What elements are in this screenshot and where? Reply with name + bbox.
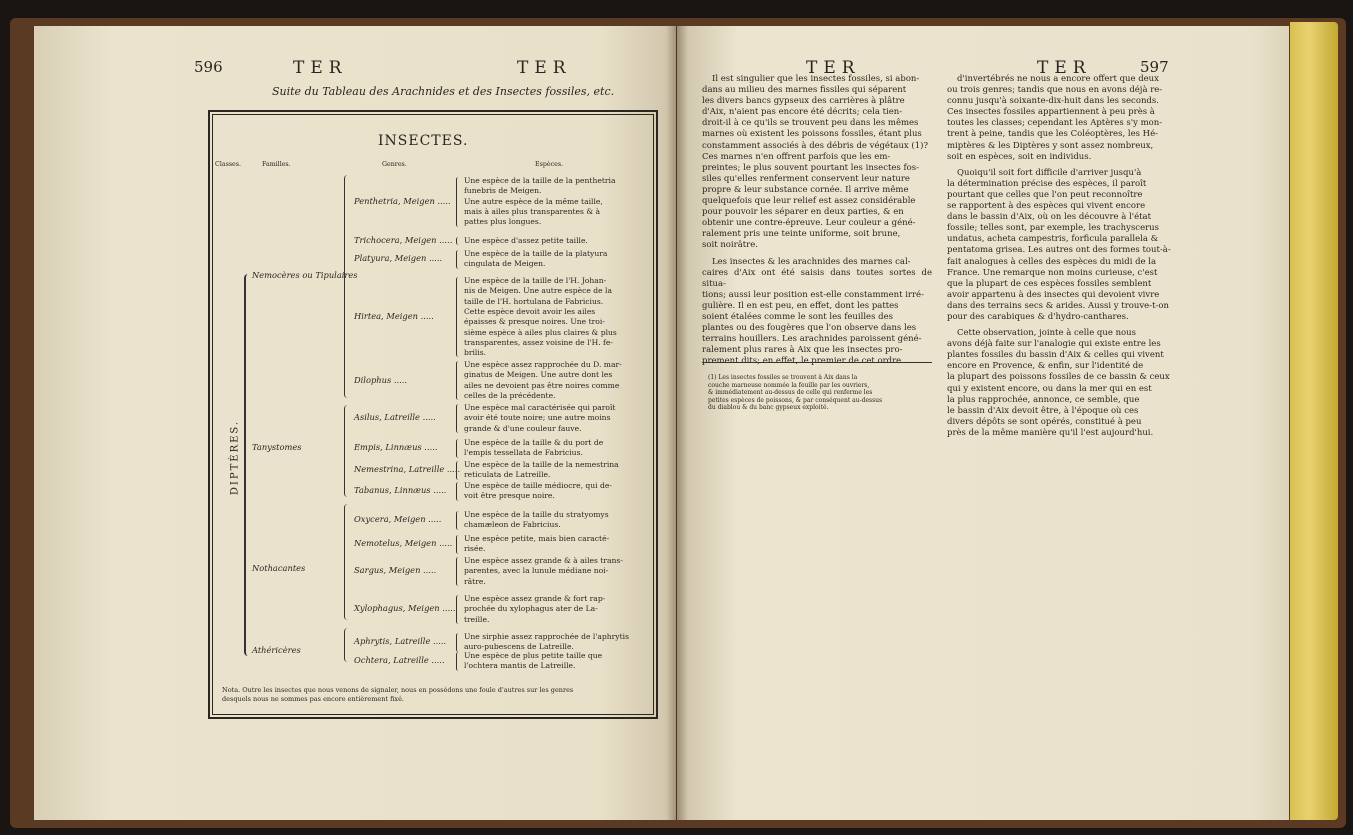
species-brace — [456, 652, 461, 671]
species-brace — [456, 404, 461, 433]
brace-nemoceres — [344, 175, 351, 398]
text-line: fait analogues à celles des espèces du midi de la — [947, 256, 1157, 267]
genus-name: Penthetria, Meigen ..... — [354, 195, 451, 206]
brace-athericeres — [344, 628, 351, 662]
genus-name: Trichocera, Meigen ..... — [354, 235, 453, 246]
gilt-page-edges — [1290, 22, 1338, 820]
text-line: d'invertébrés ne nous a encore offert que deux — [957, 74, 1159, 84]
text-line: dans des terrains secs & arides. Aussi y trouve-t-on — [947, 300, 1169, 311]
text-line: pourtant que celles que l'on peut reconnoître — [947, 189, 1143, 200]
right-page-number: 597 — [1140, 58, 1169, 76]
species-line: mais à ailes plus transparentes & à — [464, 206, 601, 216]
genus-name: Ochtera, Latreille ..... — [354, 655, 445, 666]
species-line: prochée du xylophagus ater de La- — [464, 604, 598, 614]
species-line: Une espèce d'assez petite taille. — [464, 236, 588, 245]
text-line: pentatoma grisea. Les autres ont des formes tout-à- — [947, 245, 1171, 256]
species-brace — [456, 277, 461, 357]
text-line: Il est singulier que les insectes fossiles, si abon- — [712, 74, 920, 84]
text-column-2 — [947, 74, 1175, 439]
genus-name: Asilus, Latreille ..... — [354, 412, 436, 423]
genus-name: Platyura, Meigen ..... — [354, 253, 443, 264]
text-line: ralement pris une teinte uniforme, soit brune, — [702, 229, 901, 240]
species-brace — [456, 511, 461, 530]
species-brace — [456, 557, 461, 586]
text-line: qui y existent encore, ou dans la mer qui en est — [947, 383, 1152, 394]
species-brace — [456, 250, 461, 269]
footnote-line: (1) Les insectes fossiles se trouvent à Aix dans la — [708, 374, 858, 381]
text-line: propre & leur substance cornée. Il arrive même — [702, 184, 909, 195]
text-line: caires d'Aix ont été saisis dans toutes sortes de situa- — [702, 267, 932, 289]
species-line: Une autre espèce de la même taille, — [464, 196, 603, 206]
left-page-number: 596 — [194, 58, 223, 76]
species-line: sième espèce à ailes plus claires & plus — [464, 327, 617, 337]
text-line: obtenir une contre-épreuve. Leur couleur a géné- — [702, 218, 916, 229]
class-brace — [244, 274, 252, 656]
text-line: terrains houillers. Les arachnides paroissent géné- — [702, 334, 922, 345]
species-brace — [456, 361, 461, 400]
species-line: Une espèce mal caractérisée qui paroît — [464, 403, 616, 412]
genus-name: Aphrytis, Latreille ..... — [354, 636, 447, 647]
genus-name: Xylophagus, Meigen ..... — [354, 603, 456, 614]
text-line: Ces insectes fossiles appartiennent à peu près à — [947, 107, 1155, 118]
brace-tanystomes — [344, 405, 351, 497]
family-tanystomes: Tanystomes — [252, 442, 302, 452]
text-line: la plupart des poissons fossiles de ce bassin & ceux — [947, 372, 1170, 383]
species-brace — [456, 482, 461, 501]
family-nothacantes: Nothacantes — [252, 563, 306, 573]
text-line: tions; aussi leur position est-elle constamment irré- — [702, 289, 924, 300]
text-line: trent à peine, tandis que les Coléoptères, les Hé- — [947, 129, 1158, 140]
text-line: quelquefois que leur relief est assez considérable — [702, 196, 916, 207]
species-line: cingulata de Meigen. — [464, 259, 546, 269]
text-line: Ces marnes n'en offrent parfois que les em- — [702, 151, 891, 162]
species-line: taille de l'H. hortulana de Fabricius. — [464, 296, 604, 306]
brace-nothacantes — [344, 504, 351, 620]
genus-name: Sargus, Meigen ..... — [354, 565, 437, 576]
table-title: INSECTES. — [378, 133, 469, 149]
text-line: droit-il à ce qu'ils se trouvent peu dans les mêmes — [702, 118, 919, 129]
text-line: que la plupart de ces espèces fossiles semblent — [947, 278, 1152, 289]
species-line: voit être presque noire. — [464, 491, 555, 501]
genus-name: Empis, Linnæus ..... — [354, 442, 438, 453]
book-gutter — [666, 26, 688, 820]
text-line: d'Aix, n'aient pas encore été décrits; cela tien- — [702, 107, 903, 118]
species-line: avoir été toute noire; une autre moins — [464, 413, 611, 423]
species-line: grande & d'une couleur fauve. — [464, 423, 582, 433]
species-line: auro-pubescens de Latreille. — [464, 642, 574, 652]
species-brace — [456, 595, 461, 624]
species-line: reticulata de Latreille. — [464, 470, 551, 480]
family-athericeres: Athéricères — [252, 645, 301, 655]
species-line: nis de Meigen. Une autre espèce de la — [464, 286, 613, 296]
text-line: les divers bancs gypseux des carrières à plâtre — [702, 96, 905, 107]
species-line: Une sirphie assez rapprochée de l'aphrytis — [464, 632, 629, 641]
left-running-head-1: TER — [293, 58, 348, 78]
text-line: ralement plus rares à Aix que les insectes pro- — [702, 345, 903, 356]
text-line: encore en Provence, & enfin, sur l'identité de — [947, 361, 1144, 372]
text-line: toutes les classes; cependant les Aptères s'y mon- — [947, 118, 1163, 129]
text-line: siles qu'elles renferment conservent leur nature — [702, 173, 910, 184]
genus-name: Hirtea, Meigen ..... — [354, 311, 434, 322]
footnote — [708, 374, 930, 412]
species-line: l'ochtera mantis de Latreille. — [464, 661, 576, 671]
text-line: Cette observation, jointe à celle que nous — [957, 328, 1137, 339]
text-line: fossile; telles sont, par exemple, les trachyscerus — [947, 223, 1160, 234]
species-brace — [456, 461, 461, 480]
text-line: soit noirâtre. — [702, 240, 758, 251]
species-brace — [456, 633, 461, 652]
genus-name: Dilophus ..... — [354, 374, 408, 385]
right-running-head-1: TER — [806, 58, 861, 78]
col-header-classes: Classes. — [215, 161, 242, 168]
species-line: Une espèce de la taille & du port de — [464, 438, 604, 447]
genus-name: Oxycera, Meigen ..... — [354, 514, 442, 525]
text-line: miptères & les Diptères y sont assez nombreux, — [947, 140, 1154, 151]
species-line: risée. — [464, 544, 486, 554]
species-line: pattes plus longues. — [464, 217, 542, 227]
footnote-line: & immédiatement au-dessus de celle qui renferme les — [708, 389, 873, 397]
text-line: soient étalées comme le sont les feuilles des — [702, 311, 893, 322]
text-line: avoir appartenu à des insectes qui devoient vivre — [947, 289, 1160, 300]
genus-name: Tabanus, Linnæus ..... — [354, 485, 447, 496]
text-line: soit en espèces, soit en individus. — [947, 151, 1092, 162]
species-line: Une espèce petite, mais bien caracté- — [464, 534, 610, 543]
species-line: Une espèce assez grande & fort rap- — [464, 594, 606, 603]
footnote-line: couche marneuse nommée la feuille par les ouvriers, — [708, 381, 870, 389]
species-line: l'empis tessellata de Fabricius. — [464, 448, 583, 458]
text-line: la détermination précise des espèces, il paroît — [947, 178, 1147, 189]
species-line: épaisses & presque noires. Une troi- — [464, 317, 605, 327]
col-header-genres: Genres. — [382, 161, 407, 168]
footnote-rule — [702, 362, 932, 363]
species-line: Cette espèce devoit avoir les ailes — [464, 306, 596, 316]
species-line: Une espèce de la taille de l'H. Johan- — [464, 276, 607, 285]
right-running-head-2: TER — [1037, 58, 1092, 78]
text-line: plantes ou des fougères que l'on observe dans les — [702, 323, 917, 334]
species-line: funebris de Meigen. — [464, 186, 542, 196]
text-line: Les insectes & les arachnides des marnes cal- — [712, 256, 911, 267]
text-line: plantes fossiles du bassin d'Aix & celles qui vivent — [947, 350, 1164, 361]
text-line: divers dépôts se sont opérés, constitué à peu — [947, 416, 1142, 427]
text-line: se rapportent à des espèces qui vivent encore — [947, 201, 1146, 212]
species-line: Une espèce de plus petite taille que — [464, 651, 603, 660]
footnote-line: du diablou & du banc gypseux exploité. — [708, 404, 829, 412]
species-brace — [456, 439, 461, 458]
genus-name: Nemotelus, Meigen ..... — [354, 538, 453, 549]
text-line: constamment associés à des débris de végétaux (1)? — [702, 140, 929, 151]
text-line: pour des carabiques & d'hydro-canthares. — [947, 311, 1129, 322]
species-line: transparentes, assez voisine de l'H. fe- — [464, 337, 613, 347]
species-line: Une espèce de la taille de la penthetria — [464, 176, 616, 185]
left-running-head-2: TER — [517, 58, 572, 78]
species-line: Une espèce de taille médiocre, qui de- — [464, 481, 612, 490]
species-line: Une espèce de la taille du stratyomys — [464, 510, 609, 519]
species-brace — [456, 535, 461, 554]
species-line: ailes ne devoient pas être noires comme — [464, 380, 620, 390]
species-brace — [456, 237, 461, 245]
species-line: brilis. — [464, 348, 487, 358]
table-subtitle: Suite du Tableau des Arachnides et des Insectes fossiles, etc. — [272, 85, 615, 98]
text-line: connu jusqu'à soixante-dix-huit dans les seconds. — [947, 96, 1159, 107]
text-line: dans au milieu des marnes fissiles qui séparent — [702, 85, 907, 96]
text-line: le bassin d'Aix devoit être, à l'époque où ces — [947, 405, 1139, 416]
species-line: ginatus de Meigen. Une autre dont les — [464, 370, 613, 380]
species-line: Une espèce de la taille de la nemestrina — [464, 460, 619, 469]
nota-line-1: Nota. Outre les insectes que nous venons de signaler, nous en possédons une foule d'autres sur les genres — [222, 686, 574, 694]
species-line: parentes, avec la lunule médiane noi- — [464, 566, 609, 576]
text-line: ou trois genres; tandis que nous en avons déjà re- — [947, 85, 1163, 96]
species-line: celles de la précédente. — [464, 390, 556, 400]
text-column-1 — [702, 74, 932, 367]
species-line: Une espèce assez rapprochée du D. mar- — [464, 360, 622, 369]
col-header-especes: Espèces. — [535, 161, 564, 168]
text-line: la plus rapprochée, annonce, ce semble, que — [947, 394, 1140, 405]
text-line: marnes où existent les poissons fossiles, étant plus — [702, 129, 922, 140]
text-line: près de la même manière qu'il l'est aujourd'hui. — [947, 427, 1154, 438]
footnote-line: petites espèces de poissons, & par conséquent au-dessus — [708, 396, 883, 404]
family-nemoceres: Nemocères ou Tipulaires — [252, 270, 358, 280]
text-line: gulière. Il en est peu, en effet, dont les pattes — [702, 300, 899, 311]
species-line: Une espèce de la taille de la platyura — [464, 249, 608, 258]
class-label-dipteres: DIPTÈRES. — [229, 419, 241, 496]
text-line: Quoiqu'il soit fort difficile d'arriver jusqu'à — [957, 167, 1142, 178]
species-line: treille. — [464, 614, 490, 624]
text-line: avons déjà faite sur l'analogie qui existe entre les — [947, 339, 1161, 350]
text-line: France. Une remarque non moins curieuse, c'est — [947, 267, 1158, 278]
genus-name: Nemestrina, Latreille ..... — [354, 464, 461, 475]
species-line: chamæleon de Fabricius. — [464, 520, 561, 530]
text-line: pour pouvoir les séparer en deux parties, & en — [702, 207, 904, 218]
col-header-familles: Familles. — [262, 161, 291, 168]
species-brace — [456, 177, 461, 227]
species-line: râtre. — [464, 576, 486, 586]
text-line: dans le bassin d'Aix, où on les découvre à l'état — [947, 212, 1152, 223]
nota-line-2: desquels nous ne sommes pas encore entièrement fixé. — [222, 695, 404, 703]
text-line: undatus, achetа campestris, forficula parallela & — [947, 234, 1159, 245]
species-line: Une espèce assez grande & à ailes trans- — [464, 556, 623, 565]
text-line: preintes; le plus souvent pourtant les insectes fos- — [702, 162, 919, 173]
